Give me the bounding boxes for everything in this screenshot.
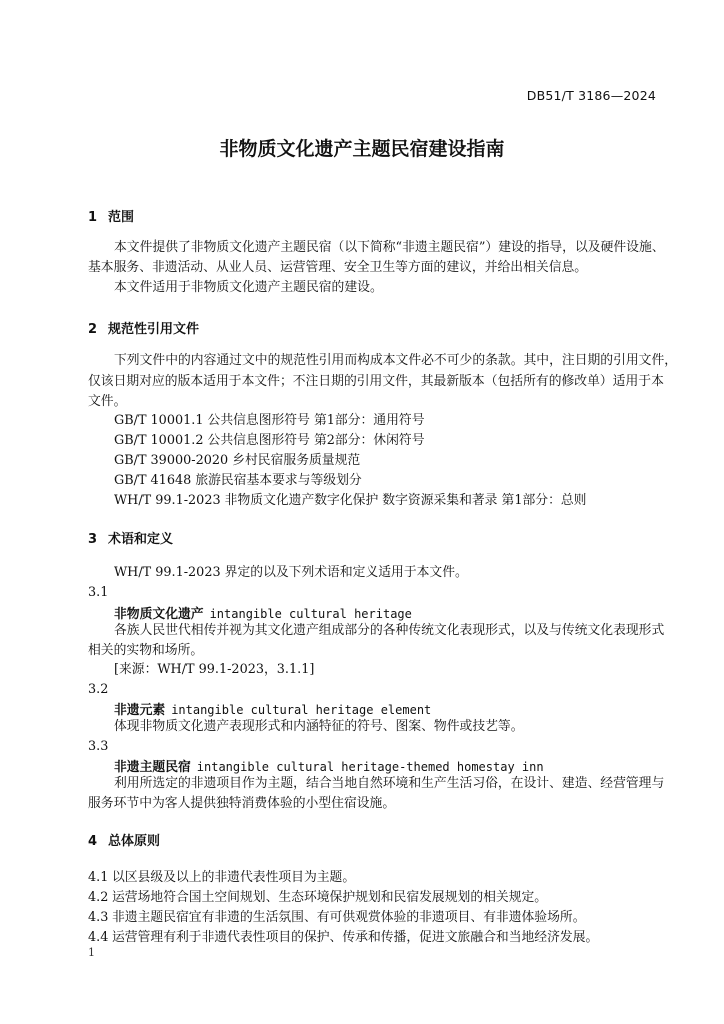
section-title: 规范性引用文件: [108, 322, 200, 337]
term-en: intangible cultural heritage: [209, 607, 412, 621]
term-heading: [114, 603, 412, 622]
paragraph-line: 文件。: [88, 394, 127, 409]
definition-line: 利用所选定的非遗项目作为主题，结合当地自然环境和生产生活习俗，在设计、建造、经营管理与: [114, 776, 665, 791]
paragraph-line: 基本服务、非遗活动、从业人员、运营管理、安全卫生等方面的建议，并给出相关信息。: [88, 260, 588, 275]
reference-item: WH/T 99.1-2023 非物质文化遗产数字化保护 数字资源采集和著录 第1部分：总则: [114, 493, 587, 508]
clause-number: 4.4: [88, 930, 109, 945]
definition-line: 体现非物质文化遗产表现形式和内涵特征的符号、图案、物件或技艺等。: [114, 719, 524, 734]
clause-item: [88, 886, 547, 905]
definition-line: 各族人民世代相传并视为其文化遗产组成部分的各种传统文化表现形式，以及与传统文化表现形式: [114, 623, 665, 638]
paragraph-line: 本文件适用于非物质文化遗产主题民宿的建设。: [114, 280, 383, 295]
clause-item: [88, 926, 598, 945]
document-title: 非物质文化遗产主题民宿建设指南: [219, 138, 505, 160]
section-number: 1: [88, 210, 98, 225]
term-en: intangible cultural heritage-themed homestay inn: [196, 760, 544, 774]
section-title: 范围: [108, 210, 135, 225]
clause-text: 非遗主题民宿宜有非遗的生活氛围、有可供观赏体验的非遗项目、有非遗体验场所。: [112, 910, 586, 925]
section-3-heading: [88, 528, 173, 547]
reference-item: GB/T 41648 旅游民宿基本要求与等级划分: [114, 473, 362, 488]
clause-item: [88, 906, 585, 925]
clause-text: 以区县级及以上的非遗代表性项目为主题。: [112, 870, 356, 885]
term-heading: [114, 699, 431, 718]
clause-text: 运营管理有利于非遗代表性项目的保护、传承和传播，促进文旅融合和当地经济发展。: [112, 930, 599, 945]
term-source: [来源：WH/T 99.1-2023，3.1.1]: [114, 662, 315, 677]
clause-item: [88, 866, 355, 885]
section-number: 2: [88, 322, 98, 337]
section-title: 术语和定义: [108, 532, 174, 547]
term-zh: 非遗元素: [114, 703, 166, 718]
standard-number: DB51/T 3186—2024: [526, 88, 656, 103]
section-title: 总体原则: [108, 834, 161, 849]
paragraph-line: 下列文件中的内容通过文中的规范性引用而构成本文件必不可少的条款。其中，注日期的引用文件，: [114, 353, 678, 368]
clause-number: 4.1: [88, 870, 109, 885]
reference-item: GB/T 10001.1 公共信息图形符号 第1部分：通用符号: [114, 413, 425, 428]
clause-number: 4.3: [88, 910, 109, 925]
term-number: 3.1: [88, 585, 109, 600]
clause-text: 运营场地符合国土空间规划、生态环境保护规划和民宿发展规划的相关规定。: [112, 890, 548, 905]
section-1-heading: [88, 206, 134, 225]
clause-number: 4.2: [88, 890, 109, 905]
paragraph-line: 本文件提供了非物质文化遗产主题民宿（以下简称“非遗主题民宿”）建设的指导，以及硬件设施、: [114, 240, 665, 255]
definition-line: 相关的实物和场所。: [88, 643, 204, 658]
page-number: 1: [88, 946, 95, 959]
term-zh: 非物质文化遗产: [114, 607, 204, 622]
section-2-heading: [88, 318, 199, 337]
paragraph-line: 仅该日期对应的版本适用于本文件；不注日期的引用文件，其最新版本（包括所有的修改单）适用于本: [88, 374, 664, 389]
section-number: 4: [88, 834, 98, 849]
reference-item: GB/T 10001.2 公共信息图形符号 第2部分：休闲符号: [114, 433, 425, 448]
term-number: 3.2: [88, 682, 109, 697]
definition-line: 服务环节中为客人提供独特消费体验的小型住宿设施。: [88, 796, 396, 811]
term-en: intangible cultural heritage element: [171, 703, 432, 717]
section-4-heading: [88, 830, 160, 849]
term-number: 3.3: [88, 739, 109, 754]
section-number: 3: [88, 532, 98, 547]
term-heading: [114, 756, 544, 775]
term-zh: 非遗主题民宿: [114, 760, 191, 775]
reference-item: GB/T 39000-2020 乡村民宿服务质量规范: [114, 453, 361, 468]
paragraph-line: WH/T 99.1-2023 界定的以及下列术语和定义适用于本文件。: [114, 565, 468, 580]
